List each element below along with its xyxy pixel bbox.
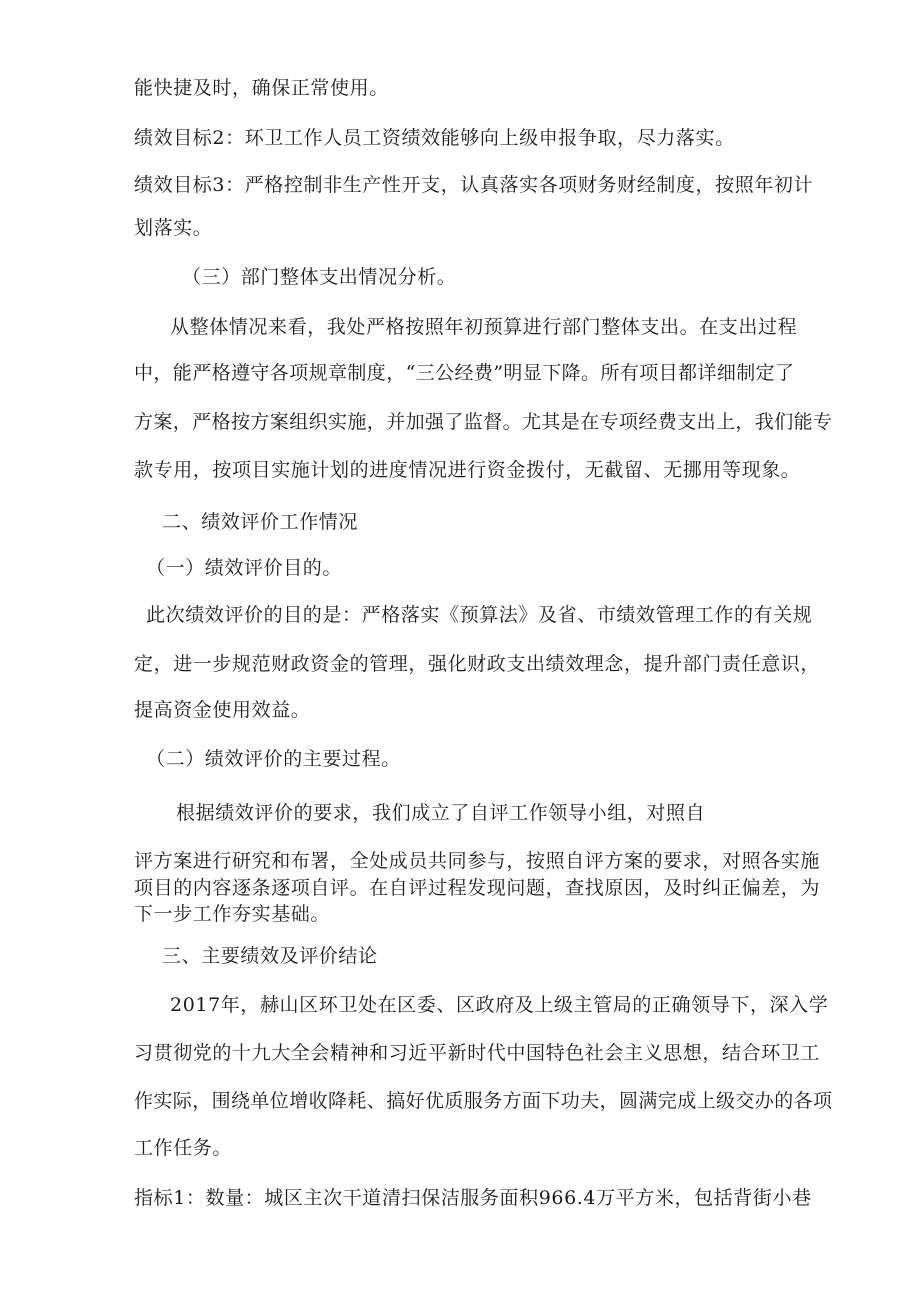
paragraph-line: 作实际，围绕单位增收降耗、搞好优质服务方面下功夫，圆满完成上级交办的各项 <box>134 1090 833 1112</box>
paragraph-line: 能快捷及时，确保正常使用。 <box>134 77 389 99</box>
paragraph-line: 方案，严格按方案组织实施，并加强了监督。尤其是在专项经费支出上，我们能专 <box>134 411 833 433</box>
performance-goal-3: 绩效目标3：严格控制非生产性开支，认真落实各项财务财经制度，按照年初计 <box>134 174 814 196</box>
indicator-1: 指标1：数量：城区主次干道清扫保洁服务面积966.4万平方米，包括背街小巷 <box>134 1187 812 1209</box>
paragraph-line: 从整体情况来看，我处严格按照年初预算进行部门整体支出。在支出过程 <box>170 316 798 338</box>
section-heading: （三）部门整体支出情况分析。 <box>182 266 457 288</box>
paragraph-line: 评方案进行研究和布署，全处成员共同参与，按照自评方案的要求，对照各实施 <box>134 850 821 872</box>
paragraph-line: 定，进一步规范财政资金的管理，强化财政支出绩效理念，提升部门责任意识， <box>134 653 821 675</box>
paragraph-line: 此次绩效评价的目的是：严格落实《预算法》及省、市绩效管理工作的有关规 <box>146 604 813 626</box>
section-heading: （一）绩效评价目的。 <box>146 557 343 579</box>
performance-goal-2: 绩效目标2：环卫工作人员工资绩效能够向上级申报争取，尽力落实。 <box>134 127 735 149</box>
paragraph-line: 根据绩效评价的要求，我们成立了自评工作领导小组，对照自 <box>176 802 706 824</box>
paragraph-line: 习贯彻党的十九大全会精神和习近平新时代中国特色社会主义思想，结合环卫工 <box>134 1042 821 1064</box>
paragraph-line: 项目的内容逐条逐项自评。在自评过程发现问题，查找原因，及时纠正偏差，为 <box>134 877 821 899</box>
section-heading: 二、绩效评价工作情况 <box>162 511 359 533</box>
paragraph-line: 款专用，按项目实施计划的进度情况进行资金拨付，无截留、无挪用等现象。 <box>134 459 801 481</box>
paragraph-line: 下一步工作夯实基础。 <box>134 903 331 925</box>
paragraph-line: 中，能严格遵守各项规章制度，“三公经费”明显下降。所有项目都详细制定了 <box>134 362 795 384</box>
paragraph-line: 2017年，赫山区环卫处在区委、区政府及上级主管局的正确领导下，深入学 <box>170 994 829 1016</box>
section-heading: 三、主要绩效及评价结论 <box>162 945 378 967</box>
section-heading: （二）绩效评价的主要过程。 <box>146 748 401 770</box>
paragraph-line: 提高资金使用效益。 <box>134 699 311 721</box>
paragraph-line: 划落实。 <box>134 217 213 239</box>
paragraph-line: 工作任务。 <box>134 1137 233 1159</box>
